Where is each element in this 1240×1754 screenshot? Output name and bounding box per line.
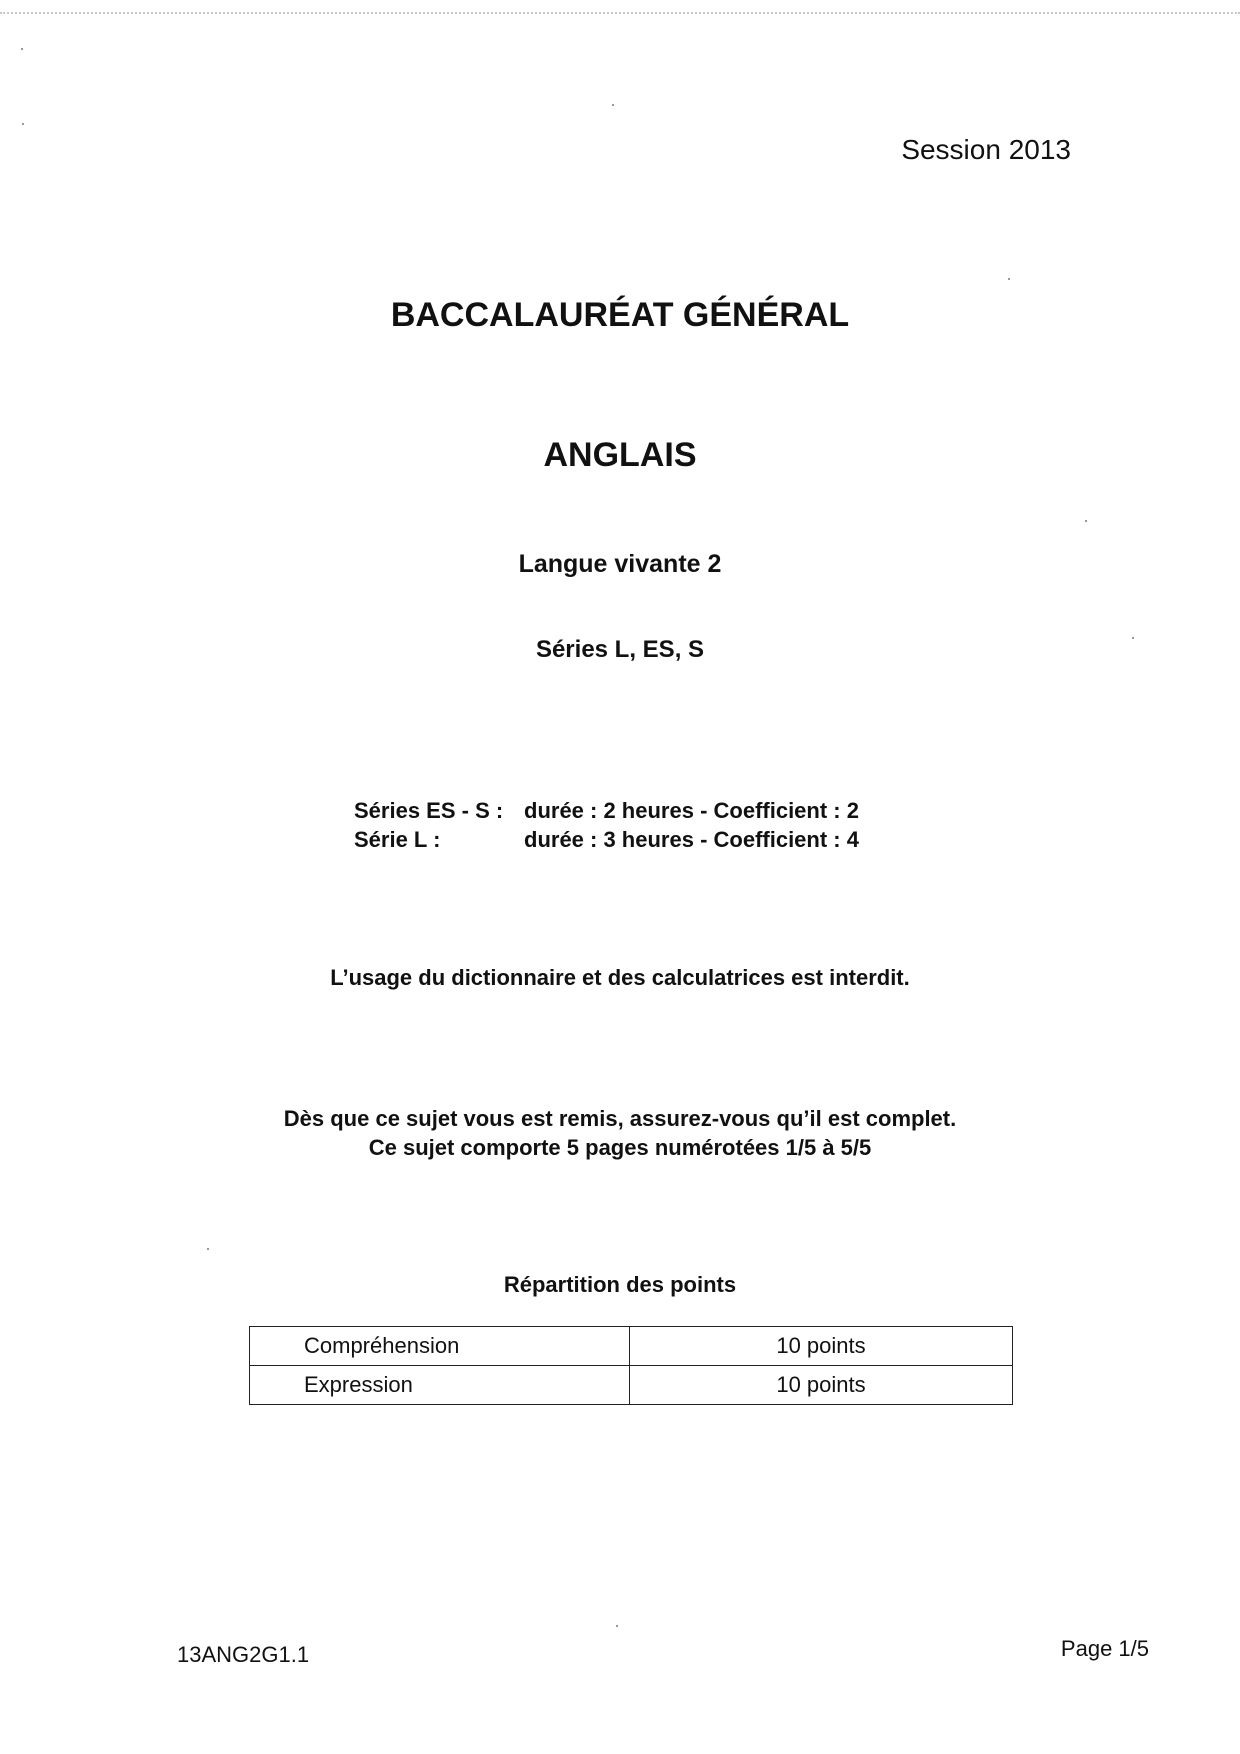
page-count-instruction: Ce sujet comporte 5 pages numérotées 1/5 à 5/5 <box>368 1135 872 1160</box>
duration-value: durée : 2 heures - Coefficient : 2 <box>524 798 859 823</box>
scan-artifact-line <box>0 12 1240 14</box>
table-row <box>250 1366 1013 1405</box>
document-code: 13ANG2G1.1 <box>177 1642 310 1667</box>
duration-row <box>354 798 859 827</box>
scan-speck <box>1085 520 1087 522</box>
scan-speck <box>21 48 23 50</box>
duration-label: Séries ES - S : <box>354 798 504 823</box>
page-number: Page 1/5 <box>1060 1636 1149 1661</box>
duration-value: durée : 3 heures - Coefficient : 4 <box>524 827 859 852</box>
section-points: 10 points <box>630 1366 1013 1405</box>
scan-speck <box>22 123 24 125</box>
duration-label: Série L : <box>354 827 441 852</box>
section-name: Expression <box>250 1366 630 1405</box>
points-title: Répartition des points <box>503 1272 737 1297</box>
points-table <box>249 1326 1013 1405</box>
series-list: Séries L, ES, S <box>535 636 705 663</box>
table-row <box>250 1327 1013 1366</box>
scan-speck <box>616 1625 618 1627</box>
section-name: Compréhension <box>250 1327 630 1366</box>
exam-title: BACCALAURÉAT GÉNÉRAL <box>390 296 850 334</box>
subject-title: ANGLAIS <box>543 436 697 474</box>
session-year: Session 2013 <box>901 134 1071 165</box>
completeness-instruction: Dès que ce sujet vous est remis, assurez-vous qu’il est complet. <box>283 1106 957 1131</box>
language-level: Langue vivante 2 <box>518 550 722 578</box>
forbidden-notice: L’usage du dictionnaire et des calculatrices est interdit. <box>330 965 910 990</box>
scan-speck <box>207 1248 209 1250</box>
scan-speck <box>1008 278 1010 280</box>
scan-speck <box>612 104 614 106</box>
duration-table <box>354 798 859 856</box>
duration-row <box>354 827 859 856</box>
section-points: 10 points <box>630 1327 1013 1366</box>
